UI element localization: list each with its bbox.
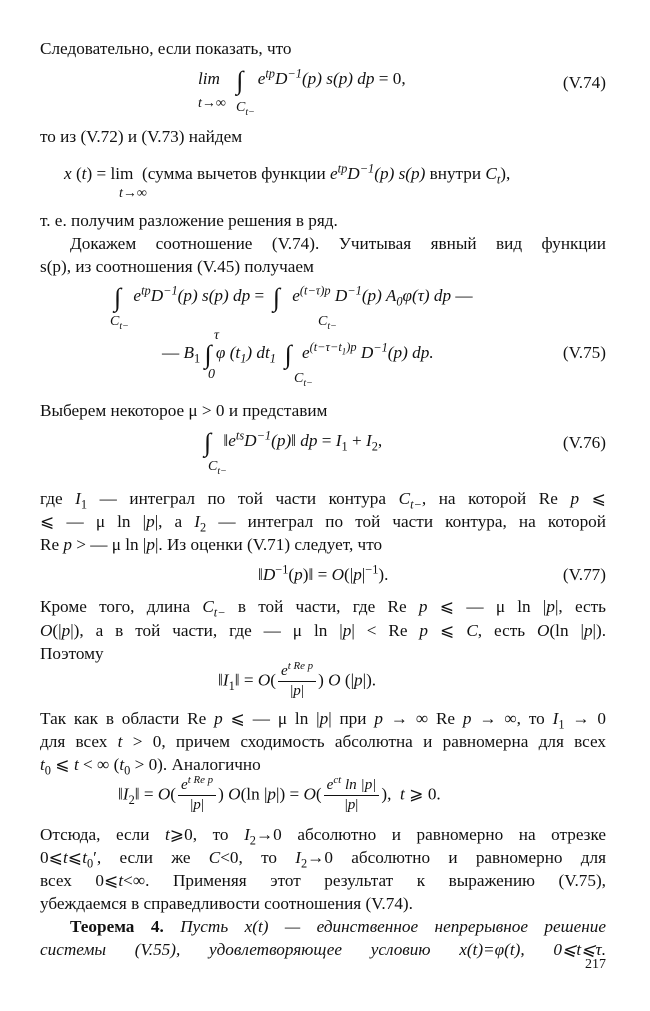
equation-i1-estimate: $‖I_1‖ = O$( $\frac{e^{t Re p}}{|p|}$ ) O (|p|). — [218, 659, 377, 700]
equation-number: (V.76) — [562, 433, 606, 452]
equation-v74: lim ∫ $e^{tp}D^{-1}(p)$ s(p) dp = 0, — [198, 66, 406, 95]
equation-v77: $‖D^{-1}(p)‖ = O(|p|^{-1})$. — [258, 562, 389, 584]
equation-v75-line1: ∫ $e^{tp}D^{-1}(p)$ s(p) dp = ∫ $e^{(t-\tau)p}$ $D^{-1}(p)$ $A_0\varphi(\tau)$ dp — — [114, 283, 473, 312]
text-line: Докажем соотношение (V.74). Учитывая явный вид функции — [70, 234, 606, 253]
contour-subscript: $C_{t-}$ — [110, 314, 129, 332]
text-line: Выберем некоторое μ > 0 и представим — [40, 401, 328, 420]
equation-i2-estimate: $‖I_2‖ = O$( $\frac{e^{t Re p}}{|p|}$ ) O(ln |p|) = O( $\frac{e^{ct} \ln |p|}{|p|}$ ), t ⩾ 0. — [118, 773, 441, 814]
contour-subscript: $C_{t-}$ — [294, 371, 313, 389]
text-line: убеждаемся в справедливости соотношения (V.74). — [40, 894, 413, 913]
equation-number: (V.77) — [562, 565, 606, 584]
page-number: 217 — [585, 957, 606, 972]
text-line: Так как в области Re p ⩽ — μ ln |p| при p → ∞ Re p → ∞, то $I_1 \to 0$ — [40, 709, 606, 732]
text-line: то из (V.72) и (V.73) найдем — [40, 127, 243, 146]
limit-subscript: t→∞ — [119, 186, 147, 201]
theorem-label: Теорема 4. — [70, 917, 164, 936]
integral-upper-limit: τ — [214, 328, 220, 343]
theorem-line: системы (V.55), удовлетворяющее условию x(t)=φ(t), 0⩽t⩽τ. — [40, 940, 606, 959]
text-line: Поэтому — [40, 644, 104, 663]
integral-lower-limit: 0 — [208, 367, 215, 382]
text-line: для всех t > 0, причем сходимость абсолютна и равномерна для всех — [40, 732, 606, 751]
text-line: т. е. получим разложение решения в ряд. — [40, 211, 338, 230]
text-line: O(|p|), а в той части, где — μ ln |p| < Re p ⩽ C, есть O(ln |p|). — [40, 621, 607, 640]
text-line: Re p > — μ ln |p|. Из оценки (V.71) следует, что — [40, 535, 383, 554]
text-line: всех 0⩽t<∞. Применяя этот результат к выражению (V.75), — [40, 871, 606, 890]
limit-subscript: t→∞ — [198, 96, 226, 111]
equation-v75-line2: — $B_1$ ∫ φ $(t_1)$ $dt_1$ ∫ $e^{(t-\tau-t_1)p}$ $D^{-1}(p)$ dp. — [162, 340, 434, 369]
text-line: $0⩽t⩽t_0'$, если же C<0, то $I_2\to 0$ абсолютно и равномерно для — [40, 848, 607, 871]
text-line: где $I_1$ — интеграл по той части контура $C_{t-}$, на которой Re p ⩽ — [40, 489, 607, 512]
contour-subscript: $C_{t-}$ — [236, 100, 255, 118]
text-line: Отсюда, если t⩾0, то $I_2\to 0$ абсолютно и равномерно на отрезке — [40, 825, 606, 848]
contour-subscript: $C_{t-}$ — [318, 314, 337, 332]
equation-sum-residues: x (t) = lim (сумма вычетов функции $e^{tp}D^{-1}(p)$ s(p) внутри $C_t$), — [64, 161, 511, 187]
theorem-line: Теорема 4. Пусть x(t) — единственное непрерывное решение — [70, 917, 607, 936]
text-line: Следовательно, если показать, что — [40, 39, 292, 58]
text-line: $t_0$ ⩽ t < ∞ $(t_0 > 0)$. Аналогично — [40, 755, 261, 778]
text-line: s(p), из соотношения (V.45) получаем — [40, 257, 314, 276]
equation-number: (V.75) — [562, 343, 606, 362]
equation-number: (V.74) — [562, 73, 606, 92]
text-line: Кроме того, длина $C_{t-}$ в той части, где Re p ⩽ — μ ln |p|, есть — [40, 597, 606, 620]
contour-subscript: $C_{t-}$ — [208, 459, 227, 477]
equation-v76: ∫ $‖e^{ts}D^{-1}(p)‖$ dp = $I_1 + I_2$, — [204, 428, 383, 457]
text-line: ⩽ — μ ln |p|, а $I_2$ — интеграл по той части контура, на которой — [40, 512, 606, 535]
